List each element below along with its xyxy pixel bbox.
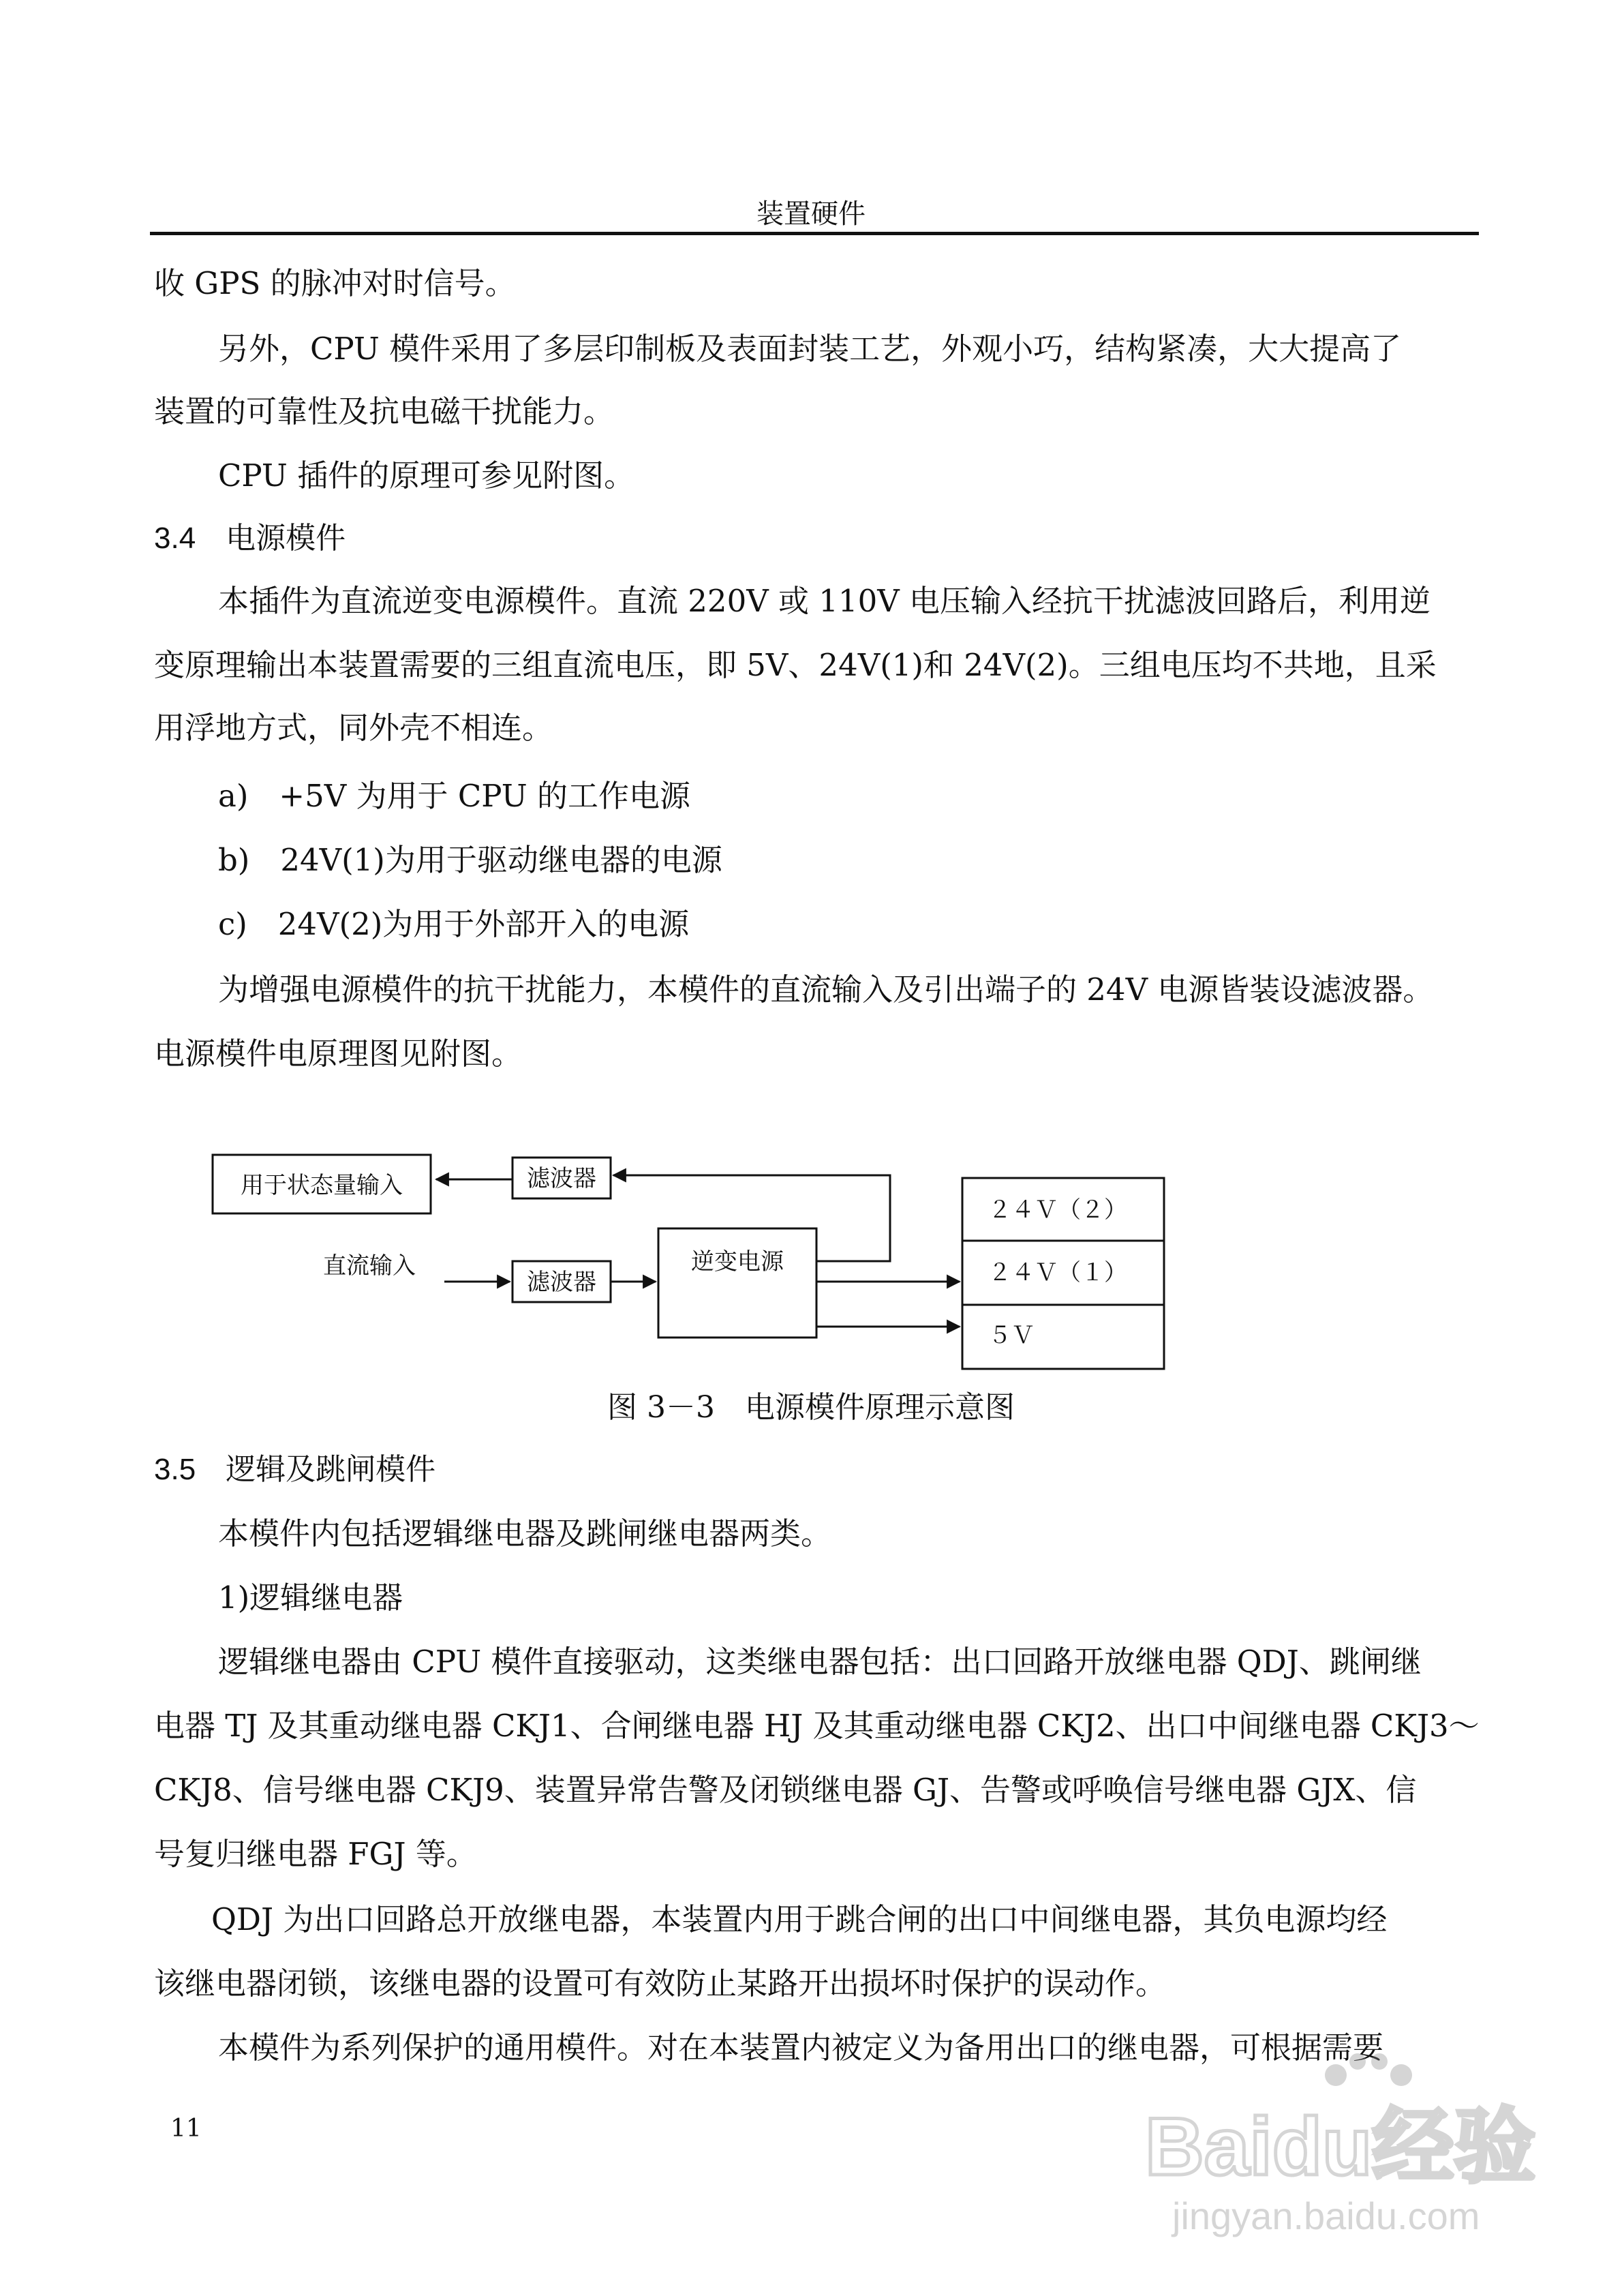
paragraph-line: CPU 插件的原理可参见附图。 [218, 457, 635, 494]
paw-icon [1325, 2064, 1347, 2086]
output-24v2-label: ２４Ｖ（２） [988, 1196, 1127, 1224]
running-header: 装置硬件 [756, 198, 866, 230]
paragraph-line: 本插件为直流逆变电源模件。直流 220V 或 110V 电压输入经抗干扰滤波回路后，利用逆 [218, 583, 1430, 619]
paragraph-line: 电源模件电原理图见附图。 [154, 1036, 523, 1072]
paragraph-line: 该继电器闭锁，该继电器的设置可有效防止某路开出损坏时保护的误动作。 [154, 1965, 1167, 2002]
header-rule [150, 232, 1479, 235]
paragraph-line: 本模件为系列保护的通用模件。对在本装置内被定义为备用出口的继电器，可根据需要 [218, 2029, 1384, 2066]
section-heading-3-5: 3.5 逻辑及跳闸模件 [154, 1453, 436, 1486]
page-number: 11 [170, 2115, 202, 2143]
inverter-box [658, 1228, 816, 1338]
watermark-brand: Baidu经验 [1145, 2101, 1536, 2192]
paragraph-line: QDJ 为出口回路总开放继电器，本装置内用于跳合闸的出口中间继电器，其负电源均经 [211, 1901, 1388, 1937]
output-5v-label: ５Ｖ [988, 1322, 1035, 1349]
figure-caption: 图 3－3 电源模件原理示意图 [607, 1390, 1015, 1425]
paragraph-line: 变原理输出本装置需要的三组直流电压，即 5V、24V(1)和 24V(2)。三组电压均不共地，且采 [154, 647, 1437, 683]
paragraph-line: 收 GPS 的脉冲对时信号。 [154, 265, 516, 301]
paragraph-line: 电器 TJ 及其重动继电器 CKJ1、合闸继电器 HJ 及其重动继电器 CKJ2、出口中间继电器 CKJ3～ [154, 1708, 1480, 1744]
paragraph-line: 逻辑继电器由 CPU 模件直接驱动，这类继电器包括：出口回路开放继电器 QDJ、跳闸继 [218, 1644, 1422, 1680]
status-input-label: 用于状态量输入 [241, 1172, 403, 1199]
paragraph-line: 用浮地方式，同外壳不相连。 [154, 710, 553, 746]
paragraph-line: 为增强电源模件的抗干扰能力，本模件的直流输入及引出端子的 24V 电源皆装设滤波器。 [218, 971, 1434, 1008]
list-item: b) 24V(1)为用于驱动继电器的电源 [218, 842, 722, 878]
paragraph-line: CKJ8、信号继电器 CKJ9、装置异常告警及闭锁继电器 GJ、告警或呼唤信号继电器 GJX、信 [154, 1772, 1417, 1808]
section-heading-3-4: 3.4 电源模件 [154, 522, 346, 555]
paragraph-line: 本模件内包括逻辑继电器及跳闸继电器两类。 [218, 1515, 832, 1552]
paragraph-line: 1)逻辑继电器 [218, 1580, 403, 1616]
filter-bottom-label: 滤波器 [527, 1269, 596, 1296]
paragraph-line: 另外，CPU 模件采用了多层印制板及表面封装工艺，外观小巧，结构紧凑，大大提高了 [218, 331, 1402, 367]
list-item: c) 24V(2)为用于外部开入的电源 [218, 906, 690, 942]
power-module-diagram [204, 1145, 1193, 1377]
paragraph-line: 装置的可靠性及抗电磁干扰能力。 [154, 393, 615, 429]
dc-input-label: 直流输入 [323, 1252, 416, 1280]
inverter-label: 逆变电源 [691, 1248, 784, 1275]
list-item: a) +5V 为用于 CPU 的工作电源 [218, 778, 690, 814]
paragraph-line: 号复归继电器 FGJ 等。 [154, 1836, 477, 1872]
watermark-url: jingyan.baidu.com [1172, 2194, 1480, 2237]
output-24v1-label: ２４Ｖ（１） [988, 1259, 1127, 1286]
filter-top-label: 滤波器 [527, 1165, 596, 1192]
baidu-watermark [1131, 2045, 1540, 2250]
